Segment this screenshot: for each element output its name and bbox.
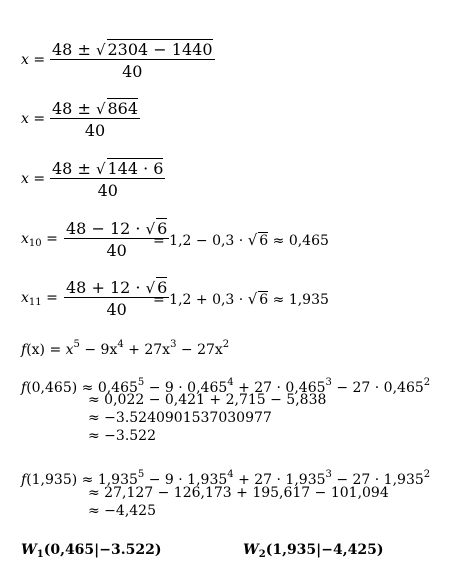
radicand: 6 bbox=[157, 219, 168, 238]
fraction-numerator: 48 ± √ 144 · 6 bbox=[52, 159, 164, 178]
equation-lhs: $x_{10}$ = bbox=[21, 231, 58, 249]
fraction-numerator: 48 + 12 · √ 6 bbox=[66, 278, 168, 297]
evaluation-line: $f(0,465) \approx 0,465^5 - 9 \cdot 0,465^4 + 27 \cdot 0,465^3 - 27 \cdot 0,465^2$ bbox=[21, 377, 431, 396]
fraction-denominator: 40 bbox=[64, 238, 169, 260]
equation-rhs: = 1,2 − 0,3 · √ 6 ≈ 0,465 bbox=[153, 231, 329, 249]
fraction-denominator: 40 bbox=[50, 118, 140, 140]
evaluation-line: ≈ −4,425 bbox=[88, 503, 156, 519]
evaluation-line: $f(1,935) \approx 1,935^5 - 9 \cdot 1,935^4 + 27 \cdot 1,935^3 - 27 \cdot 1,935^2$ bbox=[21, 469, 431, 488]
fraction bbox=[50, 158, 165, 200]
evaluation-line: ≈ −3.5240901537030977 bbox=[88, 410, 272, 426]
fraction-denominator: 40 bbox=[64, 297, 169, 319]
fraction bbox=[50, 98, 140, 140]
extremum-point-1: $W_1(0,465|-3.522)$ bbox=[21, 542, 162, 560]
extremum-point-2: $W_2(1,935|-4,425)$ bbox=[243, 542, 384, 560]
evaluation-line: ≈ 0,022 − 0,421 + 2,715 − 5,838 bbox=[88, 392, 327, 408]
equation-lhs: x = bbox=[21, 52, 46, 68]
fraction-numerator: 48 − 12 · √ 6 bbox=[66, 219, 168, 238]
fraction-numerator: 48 ± √ 864 bbox=[52, 99, 139, 118]
radicand: 144 · 6 bbox=[107, 159, 164, 178]
function-definition: $f(x) = x^5 - 9x^4 + 27x^3 - 27x^2$ bbox=[21, 339, 230, 358]
fraction bbox=[50, 39, 215, 81]
fraction-numerator: 48 ± √ 2304 − 1440 bbox=[52, 40, 213, 59]
equation-lhs: $x_{11}$ = bbox=[21, 290, 58, 308]
evaluation-line: ≈ −3.522 bbox=[88, 428, 156, 444]
equation-lhs: x = bbox=[21, 111, 46, 127]
fraction-denominator: 40 bbox=[50, 59, 215, 81]
equation-lhs: x = bbox=[21, 171, 46, 187]
equation-rhs: = 1,2 + 0,3 · √ 6 ≈ 1,935 bbox=[153, 290, 329, 308]
fraction-denominator: 40 bbox=[50, 178, 165, 200]
radicand: 6 bbox=[157, 278, 168, 297]
radicand: 2304 − 1440 bbox=[107, 40, 213, 59]
evaluation-line: ≈ 27,127 − 126,173 + 195,617 − 101,094 bbox=[88, 485, 389, 501]
radicand: 864 bbox=[107, 99, 139, 118]
